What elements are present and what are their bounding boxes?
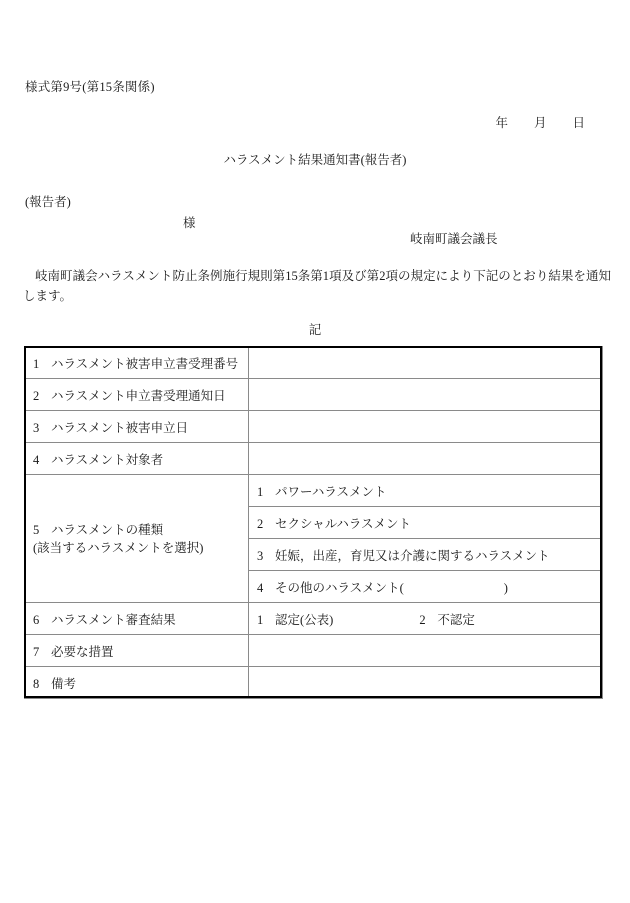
harassment-type-option-4[interactable]	[249, 571, 603, 603]
row-label-cell	[25, 603, 249, 635]
harassment-type-option-3[interactable]	[249, 539, 603, 571]
harassment-type-option-2[interactable]	[249, 507, 603, 539]
option-text: その他のハラスメント(	[275, 580, 404, 595]
table-row	[25, 443, 603, 475]
row-number: 5	[33, 522, 40, 537]
row-number: 6	[33, 612, 40, 627]
form-number: 様式第9号(第15条関係)	[25, 80, 155, 94]
option-number: 4	[257, 580, 264, 595]
review-result-options-cell[interactable]	[249, 603, 603, 635]
row-value-cell[interactable]	[249, 411, 603, 443]
row-number: 2	[33, 388, 40, 403]
row-label: ハラスメント被害申立日	[51, 420, 189, 435]
row-label-line2: (該当するハラスメントを選択)	[33, 540, 204, 555]
table-row	[25, 411, 603, 443]
row-value-cell[interactable]	[249, 667, 603, 699]
table-row	[25, 347, 603, 379]
row-number: 7	[33, 644, 40, 659]
row-value-cell[interactable]	[249, 443, 603, 475]
table-row	[25, 635, 603, 667]
row-label-cell	[25, 443, 249, 475]
harassment-type-option-1[interactable]	[249, 475, 603, 507]
row-number: 4	[33, 452, 40, 467]
row-number: 3	[33, 420, 40, 435]
row-label: ハラスメント対象者	[51, 452, 164, 467]
issuer-name: 岐南町議会議長	[410, 232, 498, 246]
option-text: パワーハラスメント	[275, 484, 387, 499]
option-number: 1	[257, 484, 264, 499]
row-label: 備考	[51, 676, 77, 691]
table-row	[25, 667, 603, 699]
date-line	[0, 113, 585, 131]
body-paragraph: 岐南町議会ハラスメント防止条例施行規則第15条第1項及び第2項の規定により下記のとおり結果を通知します。	[23, 269, 611, 303]
option-text: 妊娠，出産，育児又は介護に関するハラスメント	[275, 548, 550, 563]
date-day: 日	[572, 116, 585, 130]
row-label: ハラスメント被害申立書受理番号	[51, 356, 239, 371]
addressee-honorific: 様	[183, 216, 196, 230]
date-month: 月	[533, 116, 547, 130]
addressee-label: (報告者)	[25, 195, 71, 209]
result-option-1-number: 1	[257, 612, 264, 627]
row-value-cell[interactable]	[249, 347, 603, 379]
row-label-line1: ハラスメントの種類	[51, 522, 164, 537]
harassment-result-table	[24, 346, 603, 699]
row-label-cell	[25, 667, 249, 699]
table-row-harassment-type	[25, 475, 603, 507]
row-label-cell	[25, 635, 249, 667]
result-option-1-text: 認定(公表)	[275, 612, 334, 627]
row-label-cell	[25, 379, 249, 411]
option-number: 3	[257, 548, 264, 563]
option-number: 2	[257, 516, 264, 531]
row-label-cell	[25, 347, 249, 379]
table-row-review-result	[25, 603, 603, 635]
row-number: 1	[33, 356, 40, 371]
table-row	[25, 379, 603, 411]
harassment-type-label-cell	[25, 475, 249, 603]
row-label: 必要な措置	[51, 644, 114, 659]
document-title: ハラスメント結果通知書(報告者)	[223, 153, 407, 167]
row-value-cell[interactable]	[249, 379, 603, 411]
row-label: ハラスメント審査結果	[51, 612, 176, 627]
row-label: ハラスメント申立書受理通知日	[51, 388, 226, 403]
row-label-cell	[25, 411, 249, 443]
row-value-cell[interactable]	[249, 635, 603, 667]
result-option-2-number: 2	[419, 612, 426, 627]
result-option-2-text: 不認定	[437, 612, 475, 627]
option-text-suffix: )	[503, 580, 508, 595]
ki-mark: 記	[308, 323, 322, 337]
row-number: 8	[33, 676, 40, 691]
date-year: 年	[495, 116, 508, 130]
option-text: セクシャルハラスメント	[275, 516, 412, 531]
